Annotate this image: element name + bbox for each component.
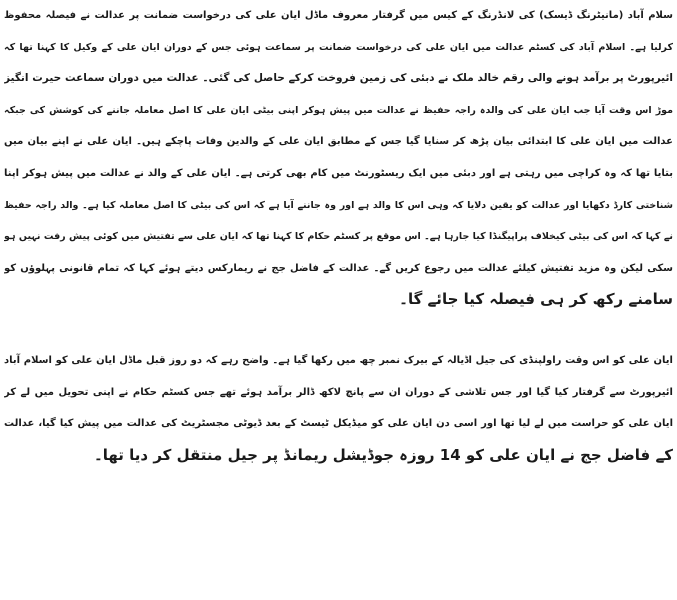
text-line: موڑ اس وقت آیا جب ایان علی کی والدہ راجہ حفیظ نے عدالت میں پیش ہوکر اپنی بیٹی ایان علی کا اصل معاملہ جاننے کی کوشش کی جبکہ bbox=[4, 104, 673, 116]
text-line: نے کہا کہ اس کی بیٹی کیخلاف پراپیگنڈا کیا جارہا ہے۔ اس موقع پر کسٹم حکام کا کہنا تھا کہ ایان علی سے تفتیش میں کوئی پیش رفت نہیں ہو bbox=[4, 231, 673, 243]
text-line: ائیرپورٹ سے گرفتار کیا گیا اور جس تلاشی کے دوران ان سے پانچ لاکھ ڈالر برآمد ہوئے تھے جس کسٹم حکام نے اپنی تحویل میں لے کر bbox=[4, 386, 673, 398]
paragraph-gap bbox=[4, 316, 673, 345]
text-line: کے فاضل جج نے ایان علی کو 14 روزہ جوڈیشل ریمانڈ پر جیل منتقل کر دیا تھا۔ bbox=[93, 445, 673, 464]
text-line: سامنے رکھ کر ہی فیصلہ کیا جائے گا۔ bbox=[399, 290, 673, 309]
article-paragraph bbox=[4, 345, 673, 471]
text-line: ایان علی کو حراست میں لے لیا تھا اور اسی دن ایان علی کو میڈیکل ٹیسٹ کے بعد ڈیوٹی مجسٹریٹ کی عدالت میں پیش کیا گیا، عدالت bbox=[4, 418, 673, 430]
text-line: ایان علی کو اس وقت راولپنڈی کی جیل اڈیالہ کے بیرک نمبر چھ میں رکھا گیا ہے۔ واضح رہے کہ دو روز قبل ماڈل ایان علی کو اسلام آباد bbox=[4, 354, 673, 366]
text-line: عدالت میں ایان علی کا ابتدائی بیان پڑھ کر سنایا گیا جس کے مطابق ایان علی کے والدین وفات پاچکے ہیں۔ ایان علی نے اپنے بیان میں bbox=[4, 136, 673, 148]
text-line: سلام آباد (مانیٹرنگ ڈیسک) کی لانڈرنگ کے کیس میں گرفتار معروف ماڈل ایان علی کی درخواست ضمانت پر عدالت نے فیصلہ محفوظ bbox=[4, 10, 673, 21]
text-line: سکی لیکن وہ مزید تفتیش کیلئے عدالت میں رجوع کریں گے۔ عدالت کے فاضل جج نے ریمارکس دیتے ہوئے کہا کہ تمام قانونی پہلوؤں کو bbox=[4, 262, 673, 274]
text-line: ائیرپورٹ پر برآمد ہونے والی رقم خالد ملک نے دبئی کی زمین فروخت کرکے حاصل کی گئی۔ عدالت میں دوران سماعت حیرت انگیز bbox=[4, 72, 673, 85]
text-line: کرلیا ہے۔ اسلام آباد کی کسٹم عدالت میں ایان علی کی درخواست ضمانت پر سماعت ہوئی جس کے دوران ایان علی کے وکیل کا کہنا تھا کہ bbox=[4, 41, 673, 53]
text-line: بتایا تھا کہ وہ کراچی میں رہتی ہے اور دبئی میں ایک ریسٹورنٹ میں کام بھی کرتی ہے۔ ایان علی کے والد نے عدالت میں پیش ہوکر اپنا bbox=[4, 167, 673, 179]
text-line: شناختی کارڈ دکھایا اور عدالت کو یقین دلایا کہ وہی اس کا والد ہے اور وہ جاننے آیا ہے کہ اس کی بیٹی کا اصل معاملہ کیا ہے۔ والد راجہ حفیظ bbox=[4, 199, 673, 211]
article-paragraph bbox=[4, 0, 673, 316]
